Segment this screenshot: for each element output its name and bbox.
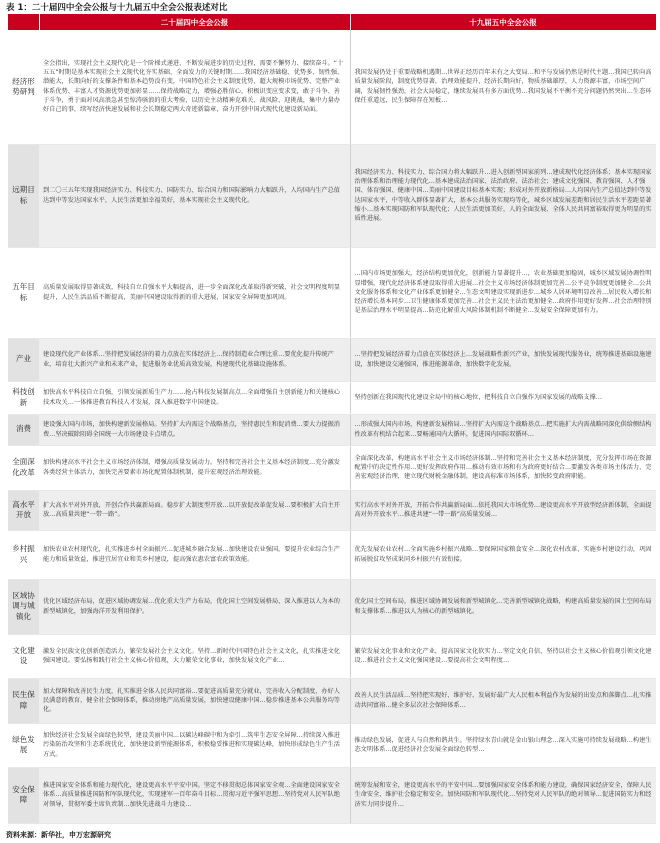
row-text-19th: …国内市场更加强大，经济结构更加优化，创新能力显著提升…，农业基础更加稳固，城乡区域发展协调性明显增强，现代化经济体系建设取得重大进展…社会主义市场经济体制更加完善…公平竞争制度更加健全…公共文化服务体系和文化产业体系更加健全…生态文明建设实现新进步…城乡人居环境明显改善…居民收入增长和经济增长基本同步…卫生健康体系更加完善…社会主义民主法治更加健全…政府作用更好发挥…社会治理特别是基层治理水平明显提高…防范化解重大风险体制机制不断健全…发展安全保障更加有力。 <box>350 247 656 338</box>
row-text-20th: 加大保障和改善民生力度，扎实推进全体人民共同富裕…要促进高质量充分就业，完善收入分配制度，办好人民满意的教育，健全社会保障体系，推动房地产高质量发展，加快建设健康中国…稳步推进基本公共服务均等化。 <box>39 678 350 723</box>
row-text-19th: …形成强大国内市场，构建新发展格局…坚持扩大内需这个战略基点…把实施扩大内需战略同深化供给侧结构性改革有机结合起来…要畅通国内大循环，促进国内国际双循环… <box>350 414 656 445</box>
table-row <box>8 338 656 381</box>
row-label: 经济形势研判 <box>8 30 39 144</box>
row-text-19th: 我国发展仍处于重要战略机遇期…世界正经历百年未有之大变局…和平与发展仍然是时代主题…我国已转向高质量发展阶段，制度优势显著，治理效能提升，经济长期向好，物质基础雄厚，人力资源丰富，市场空间广阔，发展韧性强劲，社会大局稳定，继续发展具有多方面优势…我国发展不平衡不充分问题仍然突出…生态环保任重道远，民生保障存在短板… <box>350 30 656 144</box>
row-label: 文化建设 <box>8 634 39 678</box>
row-label: 全面深化改革 <box>8 445 39 490</box>
header-19th-plenum: 十九届五中全会公报 <box>350 14 656 30</box>
row-text-19th: 改善人民生活品质…坚持把实现好、维护好、发展好最广大人民根本利益作为发展的出发点和落脚点…扎实推动共同富裕…健全多层次社会保障体系… <box>350 678 656 723</box>
table-row <box>8 144 656 247</box>
row-text-19th: 优先发展农业农村…全面实施乡村振兴战略…要保障国家粮食安全…深化农村改革，实施乡村建设行动，巩固拓展脱贫攻坚成果同乡村振兴有效衔接。 <box>350 530 656 579</box>
row-text-20th: 全会指出，实现社会主义现代化是一个阶梯式递进、不断发展进步的历史过程，需要不懈努力、接续奋斗。“十五五”时期是基本实现社会主义现代化夯实基础、全面发力的关键时期……我国经济基础稳、优势多、韧性强、潜能大，长期向好的支撑条件和基本趋势没有变，中国特色社会主义制度优势、超大规模市场优势、完整产业体系优势、丰富人才资源优势更加彰显……保持战略定力，增强必胜信心，积极识变应变求变，敢于斗争、善于斗争，勇于面对风高浪急甚至惊涛骇浪的重大考验，以历史主动精神克难关、战风险、迎挑战，集中力量办好自己的事，续写经济快速发展和社会长期稳定两大奇迹新篇章，奋力开创中国式现代化建设新局面。 <box>39 30 350 144</box>
row-text-20th: 加快经济社会发展全面绿色转型，建设美丽中国…以碳达峰碳中和为牵引…筑牢生态安全屏障…持续深入推进污染防治攻坚和生态系统优化，加快建设新型能源体系，积极稳妥推进和实现碳达峰，加快形成绿色生产生活方式。 <box>39 723 350 767</box>
comparison-table <box>8 14 657 824</box>
table-row <box>8 723 656 767</box>
row-text-20th: 建设现代化产业体系…坚持把发展经济的着力点放在实体经济上…保持制造业合理比重…要优化提升传统产业，培育壮大新兴产业和未来产业，促进服务业优质高效发展，构建现代化基础设施体系。 <box>39 338 350 381</box>
row-label: 科技创新 <box>8 381 39 414</box>
row-text-20th: 优化区域经济布局，促进区域协调发展…优化重大生产力布局，优化国土空间发展格局，深入推进以人为本的新型城镇化，加强海洋开发利用保护。 <box>39 579 350 634</box>
row-label: 产业 <box>8 338 39 381</box>
header-20th-plenum: 二十届四中全会公报 <box>39 14 350 30</box>
table-row <box>8 579 656 634</box>
table-row <box>8 414 656 445</box>
row-label: 区域协调与城镇化 <box>8 579 39 634</box>
row-text-20th: 加快高水平科技自立自强，引领发展新质生产力……抢占科技发展制高点…全面增强自主创新能力和关键核心技术攻关…一体推进教育科技人才发展，深入推进数字中国建设。 <box>39 381 350 414</box>
row-label: 高水平开放 <box>8 490 39 530</box>
row-text-19th: …坚持把发展经济着力点放在实体经济上…发展战略性新兴产业，加快发展现代服务业，统筹推进基础设施建设，加快建设交通强国，推进能源革命，加快数字化发展。 <box>350 338 656 381</box>
row-text-19th: 繁荣发展文化事业和文化产业，提高国家文化软实力…坚定文化自信，坚持以社会主义核心价值观引领文化建设…推进社会主义文化强国建设…要提高社会文明程度… <box>350 634 656 678</box>
row-text-20th: 到二〇三五年实现我国经济实力、科技实力、国防实力、综合国力和国际影响力大幅跃升，人均国内生产总值达到中等发达国家水平，人民生活更加幸福美好，基本实现社会主义现代化。 <box>39 144 350 247</box>
row-text-19th: 推动绿色发展，促进人与自然和谐共生。坚持绿水青山就是金山银山理念…深入实施可持续发展战略…构建生态文明体系…促进经济社会发展全面绿色转型… <box>350 723 656 767</box>
table-row <box>8 767 656 823</box>
row-text-20th: 加快构建高水平社会主义市场经济体制，增强高质量发展动力。坚持和完善社会主义基本经济制度…充分激发各类经营主体活力，加快完善要素市场化配置体制机制，提升宏观经济治理效能。 <box>39 445 350 490</box>
row-text-20th: 推进国家安全体系和能力现代化，建设更高水平平安中国。坚定不移贯彻总体国家安全观…全面建设国家安全体系…高质量推进国防和军队现代化，实现建军一百年奋斗目标…贯彻习近平强军思想…坚持党对人民军队绝对领导，贯彻军委主席负责制…加快先进战斗力建设… <box>39 767 350 823</box>
row-text-19th: 我国经济实力、科技实力、综合国力将大幅跃升…进入创新型国家前列…建成现代化经济体系；基本实现国家治理体系和治理能力现代化…基本建成法治国家、法治政府、法治社会；建成文化强国、教育强国、人才强国、体育强国、健康中国…美丽中国建设目标基本实现；形成对外开放新格局…人均国内生产总值达到中等发达国家水平，中等收入群体显著扩大，基本公共服务实现均等化，城乡区域发展差距和居民生活水平差距显著缩小…基本实现国防和军队现代化；人民生活更加美好，人的全面发展、全体人民共同富裕取得更为明显的实质性进展。 <box>350 144 656 247</box>
row-text-20th: 建设强大国内市场，加快构建新发展格局。坚持扩大内需这个战略基点，坚持惠民生和促消费…要大力提振消费…坚决破除阻碍全国统一大市场建设卡点堵点。 <box>39 414 350 445</box>
table-row <box>8 678 656 723</box>
table-header-row <box>8 14 656 30</box>
row-text-19th: 优化国土空间布局，推进区域协调发展和新型城镇化…完善新型城镇化战略，构建高质量发展的国土空间布局和支撑体系…推进以人为核心的新型城镇化。 <box>350 579 656 634</box>
row-text-19th: 实行高水平对外开放，开拓合作共赢新局面…依托我国大市场优势…建设更高水平开放型经济新体制，全面提高对外开放水平…推进共建“一带一路”高质量发展… <box>350 490 656 530</box>
row-label: 绿色发展 <box>8 723 39 767</box>
row-label: 远期目标 <box>8 144 39 247</box>
row-text-20th: 加快农业农村现代化，扎实推进乡村全面振兴…促进城乡融合发展…加快建设农业强国。要提升农业综合生产能力和质量效益，推进宜居宜业和美乡村建设，提高强农惠农富农政策效能。 <box>39 530 350 579</box>
table-row <box>8 445 656 490</box>
table-row <box>8 381 656 414</box>
row-text-19th: 全面深化改革，构建高水平社会主义市场经济体制…坚持和完善社会主义基本经济制度，充分发挥市场在资源配置中的决定性作用…更好发挥政府作用…推动有效市场和有为政府更好结合…要激发各类市场主体活力，完善宏观经济治理，建立现代财税金融体制，建设高标准市场体系，加快转变政府职能。 <box>350 445 656 490</box>
row-text-20th: 高质量发展取得显著成效，科技自立自强水平大幅提高，进一步全面深化改革取得新突破，社会文明程度明显提升，人民生活品质不断提高，美丽中国建设取得新的重大进展，国家安全屏障更加巩固。 <box>39 247 350 338</box>
table-row <box>8 30 656 144</box>
row-label: 民生保障 <box>8 678 39 723</box>
table-title: 表 1：二十届四中全会公报与十九届五中全会公报表述对比 <box>6 3 228 13</box>
table-row <box>8 247 656 338</box>
row-label: 消费 <box>8 414 39 445</box>
row-text-20th: 激发全民族文化创新创造活力，繁荣发展社会主义文化。坚持…新时代中国特色社会主义文化，扎实推进文化强国建设。要弘扬和践行社会主义核心价值观，大力繁荣文化事业，加快发展文化产业… <box>39 634 350 678</box>
table-row <box>8 634 656 678</box>
row-text-20th: 扩大高水平对外开放，开创合作共赢新局面。稳步扩大制度型开放…以开放促改革促发展…要积极扩大自主开放…高质量共建“一带一路”。 <box>39 490 350 530</box>
row-text-19th: 统筹发展和安全，建设更高水平的平安中国…要加强国家安全体系和能力建设，确保国家经济安全，保障人民生命安全，维护社会稳定和安全。加快国防和军队现代化…坚持党对人民军队的绝对领导…促进国防实力和经济实力同步提升… <box>350 767 656 823</box>
table-row <box>8 530 656 579</box>
header-topic <box>8 14 39 30</box>
source-note: 资料来源：新华社，申万宏源研究 <box>6 831 111 839</box>
row-label: 安全保障 <box>8 767 39 823</box>
row-text-19th: 坚持创新在我国现代化建设全局中的核心地位，把科技自立自强作为国家发展的战略支撑… <box>350 381 656 414</box>
row-label: 五年目标 <box>8 247 39 338</box>
row-label: 乡村振兴 <box>8 530 39 579</box>
table-row <box>8 490 656 530</box>
